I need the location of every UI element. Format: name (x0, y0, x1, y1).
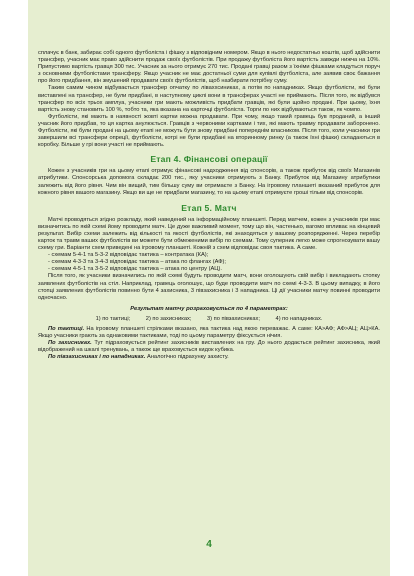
text-tactics: На ігровому планшеті стрілками вказано, яка тактика над якою переважає. А саме: КА>АФ; АФ>АЦ; АЦ>КА. Якщо учасники грають за однаковими тактиками, тоді по цьому параметру фіксується нічия. (38, 326, 380, 340)
page-number: 4 (206, 539, 212, 550)
paragraph: Футболісти, які мають в наявності жовті картки можна продавати. При чому, якщо такий гравець був проданий, а інший учасник його придбав, то ця картка анулюється. Гравців з червоними картками і тих, які мають травму продавати заборонено. Футболісти, які були продані на цьому етапі не можуть бути знову придбані попереднім власником. Після того, коли учасники гри завершили всі трансфери опреції, футболісти, котрі не були придбані на вторинному ринку (а також їхні фішки) складаються в коробку. Більше у грі вони участі не приймають. (38, 113, 380, 149)
list-item: - схемам 5-4-1 та 5-3-2 відповідає тактика – контратака (КА); (48, 252, 209, 259)
section-heading-stage5: Етап 5. Матч (181, 202, 237, 213)
paragraph-defenders (38, 340, 380, 354)
paragraph: Після того, як учасники визначились по якій схемі будуть проводити матч, вони оголошують свій вибір і викладають стопку заявлених футболістів на стіл. Наприклад, гравець оголошує, що буде проводити матч по схемі 4-3-3. В цьому випадку, в його стопці заявлених футболістів повинно бути 4 захисника, 3 півзахисника і 3 нападника. Ці дії учасники матчу повинні проводити одночасно. (38, 273, 380, 301)
lead-midfield: По півзахисниках і по нападниках. (48, 354, 146, 361)
paragraph-midfield (38, 354, 380, 361)
section-heading-stage4: Етап 4. Фінансові операції (150, 154, 268, 165)
param-item: 1) по тактиці; (95, 315, 131, 322)
params-list (38, 316, 380, 323)
list-item: - схемам 4-3-3 та 3-4-3 відповідає тактика – атака по флангах (АФ); (48, 259, 226, 266)
paragraph: сплачує в банк, забирає собі одного футболіста і фішку з відповідним номером. Якщо в нього недостатньо коштів, щоб здійснити трансфер, учасник має право здійснити продаж своїх футболістів. При продажу футболіста його вартість завжди нижча на 10%. Припустимо вартість гравця 300 тис. Учасник за нього отримує 270 тис. Продані гравці разом з їхніми фішками кладуться поруч з основними футболістами трансферу. Якщо учасник не має достатньої суми для купівлі футболіста, але заявив своє бажання про його придбання, він змушений продавати своїх футболістів, щоб назбирати потрібну суму. (38, 50, 380, 85)
lead-tactics: По тактиці. (48, 326, 85, 332)
params-title: Результат матчу розраховується по 4 параметрах: (130, 305, 288, 312)
lead-defenders: По захисниках. (48, 340, 92, 347)
param-item: 3) по півзахисниках; (207, 315, 260, 322)
text-defenders: Тут підраховується рейтинг захисників виставлених на гру. До нього додається рейтинг захисника, який відображений на шкалі тренувань, а також ще враховується кидок кубика. (38, 340, 380, 354)
paragraph: Матчі проводяться згідно розкладу, який наведений на інформаційному планшеті. Перед матчем, кожен з учасників гри має визначитись по якій схемі йому проводити матч. Це дуже важливий момент, тому що він, частенько, вагомо впливає на кінцевий результат. Вибір схеми залежить від кількості та якості футболістів, які знаходяться у вашому розпорядженні. Через перебір карток та травм ваших футболістів ви можете бути обмеженими вибір по схемам. Тому суперник легко може спрогнозувати вашу схему гри. Варіанти схем приведені на ігровому планшеті. Кожній з схем відповідає своя тактика. А саме. (38, 216, 380, 252)
text-midfield: Аналогічно підрахунку захисту. (145, 354, 229, 361)
paragraph: Кожен з учасників гри на цьому етапі отримує фінансові надходження від спонсорів, а також прибуток від своїх Магазинів атрибутики. Спонсорська допомога складає 200 тис., яку учасники отримують з Банку. Прибуток від Магазину атрибутики залежить від його рівня. Чим він вищий, тим більшу суму ви отримаєте з Банку. На ігровому планшеті вказаний прибуток для кожного рівня вашого магазину. Якщо ви ще не придбали магазину, то на цьому етапі отримуєте гроші тільки від спонсорів. (38, 168, 380, 196)
paragraph: Таким самим чином відбувається трансфер опчатку по ліваххсиниках, а потім по нападниках. Якщо футболісти, які були виставлені на трансфер, не були придбані, в наступному циклі вони в трансферах участі не приймають. Після того, як відбувся трансфер по всіх трьох амплуа, учасники гри мають можливість придбати гравців, які були щойно продані. При цьому, їхня вартість знову становить 100 %, тобто та, яка вказана на карточці футболіста. Торги по них відбуваються також, як чомпо. (38, 85, 380, 113)
page-content (38, 50, 380, 361)
paragraph-tactics (38, 326, 380, 340)
param-item: 2) по захисниках; (145, 315, 192, 322)
list-item: - схемам 4-5-1 та 3-5-2 відповідає тактика – атака по центру (АЦ). (48, 266, 222, 273)
manual-page (28, 0, 390, 576)
param-item: 4) по нападниках. (275, 315, 323, 322)
